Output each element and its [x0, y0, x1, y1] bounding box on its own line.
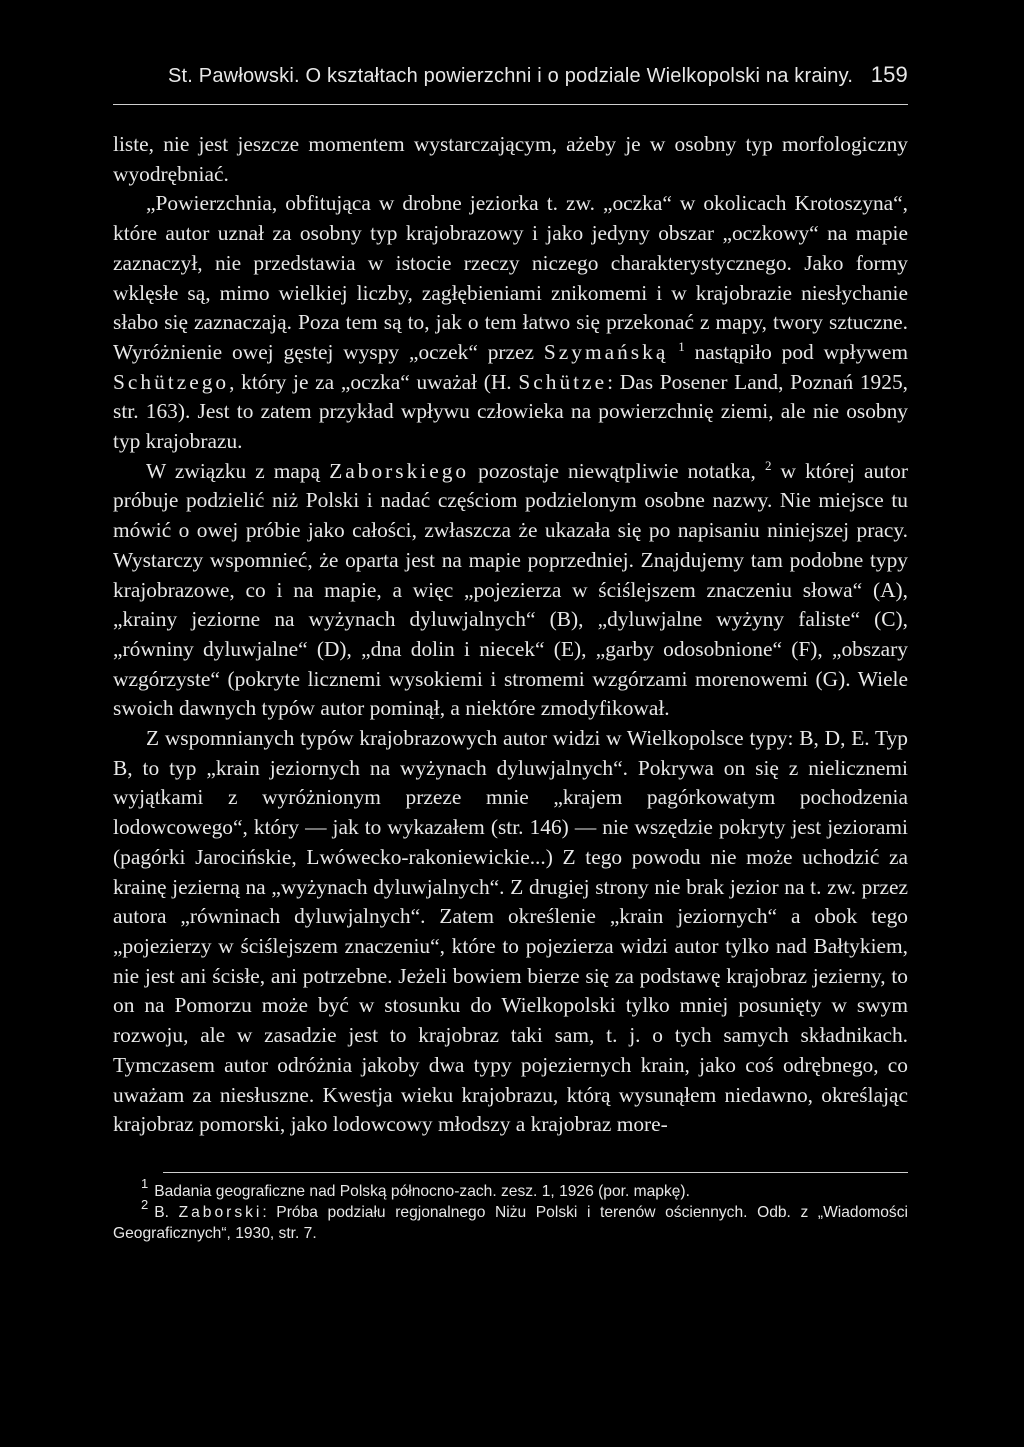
running-title: St. Pawłowski. O kształtach powierzchni i o podziale Wielkopolski na krainy.: [168, 65, 854, 87]
running-header: [113, 62, 908, 98]
spaced-name: Zaborski: [178, 1203, 263, 1221]
page-number: 159: [870, 62, 908, 87]
text-run: B.: [154, 1203, 179, 1221]
document-page: [113, 62, 908, 1244]
text-run: : Das Posener Land, Poznań 1925, str. 163). Jest to zatem przykład wpływu człowieka na powierzchnię ziemi, ale nie osobny typ krajobrazu.: [113, 369, 908, 454]
footnote-reference: 2: [764, 457, 772, 473]
footnote: [113, 1175, 908, 1202]
footnotes: [113, 1175, 908, 1244]
body-text: [113, 130, 908, 1140]
text-run: , który je za „oczka“ uważał (H.: [229, 369, 519, 394]
text-run: nastąpiło pod wpływem: [684, 339, 908, 364]
spaced-name: Schützego: [113, 369, 230, 394]
paragraph: [113, 457, 908, 724]
footnote: [113, 1196, 908, 1244]
text-run: w której autor próbuje podzielić niż Polski i nadać częściom podzielonym osobne nazwy. Nie miejsce tu mówić o owej próbie jako całości, zwłaszcza że ukazała się po napisaniu niniejszej pracy. Wystarczy wspomnieć, że oparta jest na mapie poprzedniej. Znajdujemy tam podobne typy krajobrazowe, co i na mapie, a więc „pojezierza w ściślejszem znaczeniu słowa“ (A), „krainy jeziorne na wyżynach dyluwjalnych“ (B), „dyluwjalne wyżyny faliste“ (C), „równiny dyluwjalne“ (D), „dna dolin i niecek“ (E), „garby odosobnione“ (F), „obszary wzgórzyste“ (pokryte licznemi wysokiemi i stromemi wzgórzami morenowemi (G). Wiele swoich dawnych typów autor pominął, a niektóre zmodyfikował.: [113, 458, 908, 721]
text-run: liste, nie jest jeszcze momentem wystarczającym, ażeby je w osobny typ morfologiczny wyodrębniać.: [113, 132, 908, 186]
header-rule: [113, 104, 908, 105]
footnote-rule: [163, 1172, 908, 1173]
paragraph: [113, 130, 908, 189]
text-run: [668, 340, 678, 364]
spaced-name: Zaborskiego: [329, 458, 470, 483]
text-run: W związku z mapą: [146, 458, 330, 483]
text-run: Badania geograficzne nad Polską północno-zach. zesz. 1, 1926 (por. mapkę).: [154, 1182, 690, 1200]
spaced-name: Szymańską: [543, 339, 669, 364]
text-run: Z wspomnianych typów krajobrazowych autor widzi w Wielkopolsce typy: B, D, E. Typ B, to typ „krain jeziornych na wyżynach dyluwjalnych“. Pokrywa on się z nielicznemi wyjątkami z wyróżnionym przeze mnie „krajem pagórkowatym pochodzenia lodowcowego“, który — jak to wykazałem (str. 146) — nie wszędzie pokryty jest jeziorami (pagórki Jarocińskie, Lwówecko-rakoniewickie...) Z tego powodu nie może uchodzić za krainę jezierną na „wyżynach dyluwjalnych“. Z drugiej strony nie brak jezior na t. zw. przez autora „równinach dyluwjalnych“. Zatem określenie „krain jeziornych“ a obok tego „pojezierzy w ściślejszem znaczeniu“, które to pojezierza widzi autor tylko nad Bałtykiem, nie jest ani ścisłe, ani potrzebne. Jeżeli bowiem bierze się za podstawę krajobraz jezierny, to on na Pomorzu może być w stosunku do Wielkopolski tylko mniej posunięty w swym rozwoju, ale w zasadzie jest to krajobraz taki sam, t. j. o tych samych składnikach. Tymczasem autor odróżnia jakoby dwa typy pojeziernych krain, jako coś odrębnego, co uważam za niesłuszne. Kwestja wieku krajobrazu, którą wysunąłem niedawno, określając krajobraz pomorski, jako lodowcowy młodszy a krajobraz more-: [113, 726, 908, 1137]
text-run: pozostaje niewątpliwie notatka,: [469, 458, 765, 483]
paragraph: [113, 189, 908, 456]
footnote-number: 2: [141, 1196, 149, 1212]
spaced-name: Schütze: [518, 369, 608, 394]
footnote-number: 1: [141, 1175, 149, 1191]
text-run: : Próba podziału regjonalnego Niżu Polski i terenów ościennych. Odb. z „Wiadomości Geograficznych“, 1930, str. 7.: [113, 1203, 908, 1242]
paragraph: [113, 724, 908, 1140]
text-run: „Powierzchnia, obfitująca w drobne jeziorka t. zw. „oczka“ w okolicach Krotoszyna“, które autor uznał za osobny typ krajobrazowy i jako jedyny obszar „oczkowy“ na mapie zaznaczył, nie przedstawia w istocie rzeczy niczego charakterystycznego. Jako formy wklęsłe są, mimo wielkiej liczby, zagłębieniami znikomemi i w krajobrazie niesłychanie słabo się zaznaczają. Poza tem są to, jak o tem łatwo się przekonać z mapy, twory sztuczne. Wyróżnienie owej gęstej wyspy „oczek“ przez: [113, 191, 908, 364]
footnote-reference: 1: [678, 338, 685, 354]
